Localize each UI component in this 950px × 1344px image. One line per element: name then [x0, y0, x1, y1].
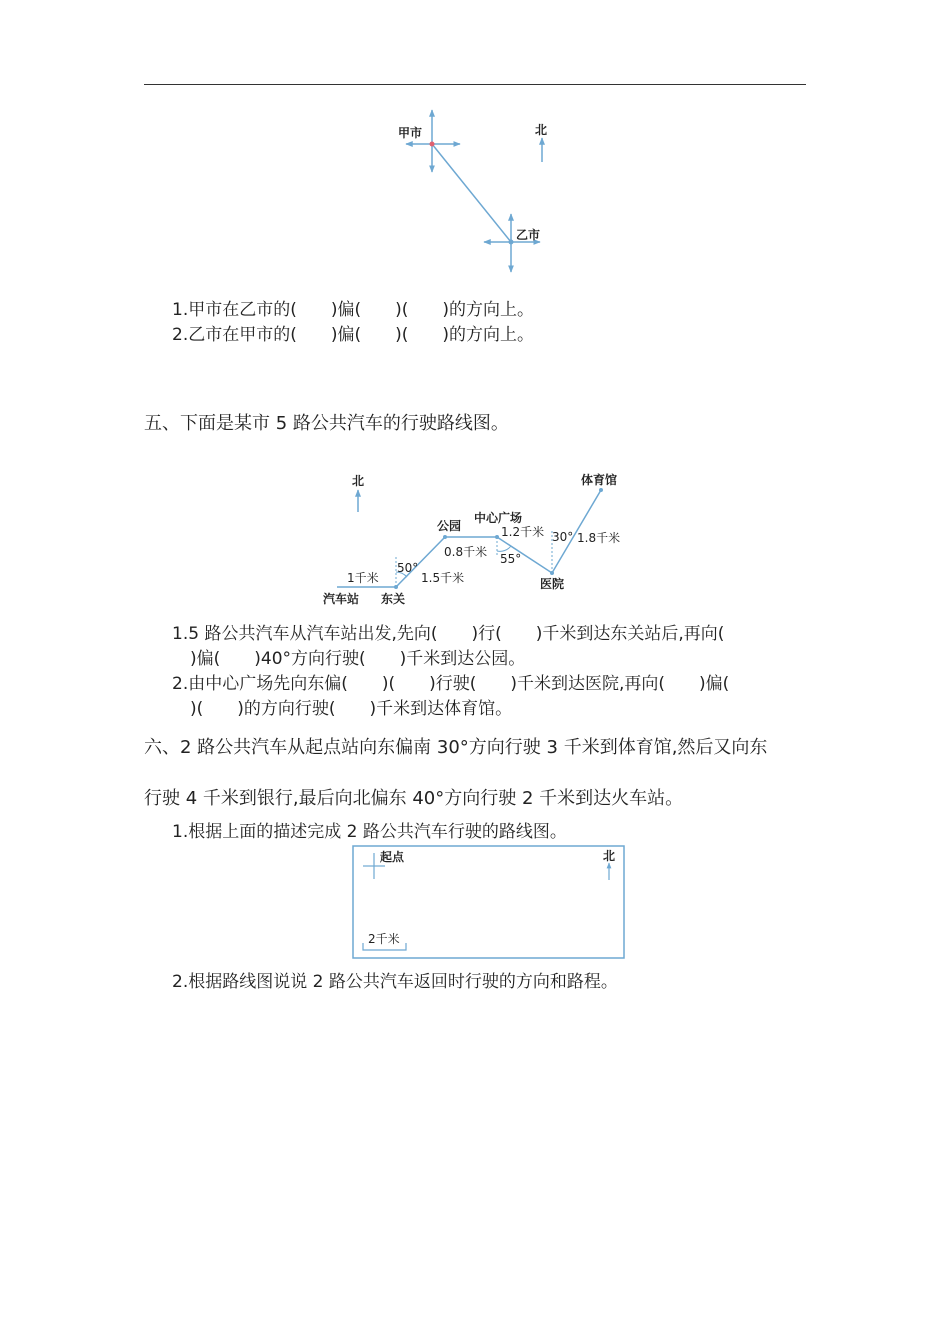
distance-1: 1千米	[347, 571, 379, 585]
distance-5: 1.8千米	[577, 531, 621, 545]
scale-label: 2千米	[368, 932, 400, 946]
angle-50: 50°	[397, 561, 419, 575]
distance-4: 1.2千米	[501, 525, 545, 539]
part5-question-2-line-2: )( )的方向行驶( )千米到达体育馆。	[190, 699, 513, 719]
yi-city-label: 乙市	[516, 228, 541, 242]
part6-heading-line-2: 行驶 4 千米到银行,最后向北偏东 40°方向行驶 2 千米到达火车站。	[144, 788, 684, 809]
part5-question-2-line-1: 2.由中心广场先向东偏( )( )行驶( )千米到达医院,再向( )偏(	[172, 674, 730, 694]
stop-park: 公园	[437, 519, 462, 533]
route5-north-label: 北	[352, 474, 365, 488]
box-north-label: 北	[603, 849, 616, 863]
stop-central-square: 中心广场	[474, 511, 523, 525]
part6-heading-line-1: 六、2 路公共汽车从起点站向东偏南 30°方向行驶 3 千米到体育馆,然后又向东	[144, 737, 768, 758]
north-label: 北	[535, 123, 548, 137]
distance-2: 1.5千米	[421, 571, 465, 585]
stop-stadium: 体育馆	[581, 473, 618, 487]
part6-question-1: 1.根据上面的描述完成 2 路公共汽车行驶的路线图。	[172, 822, 567, 842]
distance-3: 0.8千米	[444, 545, 488, 559]
start-point-label: 起点	[380, 850, 405, 864]
stop-bus-station: 汽车站	[323, 592, 360, 606]
jia-city-label: 甲市	[398, 126, 423, 140]
part6-question-2: 2.根据路线图说说 2 路公共汽车返回时行驶的方向和路程。	[172, 972, 618, 992]
part5-question-1-line-2: )偏( )40°方向行驶( )千米到达公园。	[190, 649, 526, 669]
part4-question-2: 2.乙市在甲市的( )偏( )( )的方向上。	[172, 325, 535, 345]
part5-question-1-line-1: 1.5 路公共汽车从汽车站出发,先向( )行( )千米到达东关站后,再向(	[172, 624, 725, 644]
part5-heading: 五、下面是某市 5 路公共汽车的行驶路线图。	[144, 413, 509, 434]
angle-30: 30°	[552, 530, 574, 544]
part4-question-1: 1.甲市在乙市的( )偏( )( )的方向上。	[172, 300, 535, 320]
stop-hospital: 医院	[540, 577, 565, 591]
stop-dongguan: 东关	[381, 592, 406, 606]
angle-55: 55°	[500, 552, 522, 566]
